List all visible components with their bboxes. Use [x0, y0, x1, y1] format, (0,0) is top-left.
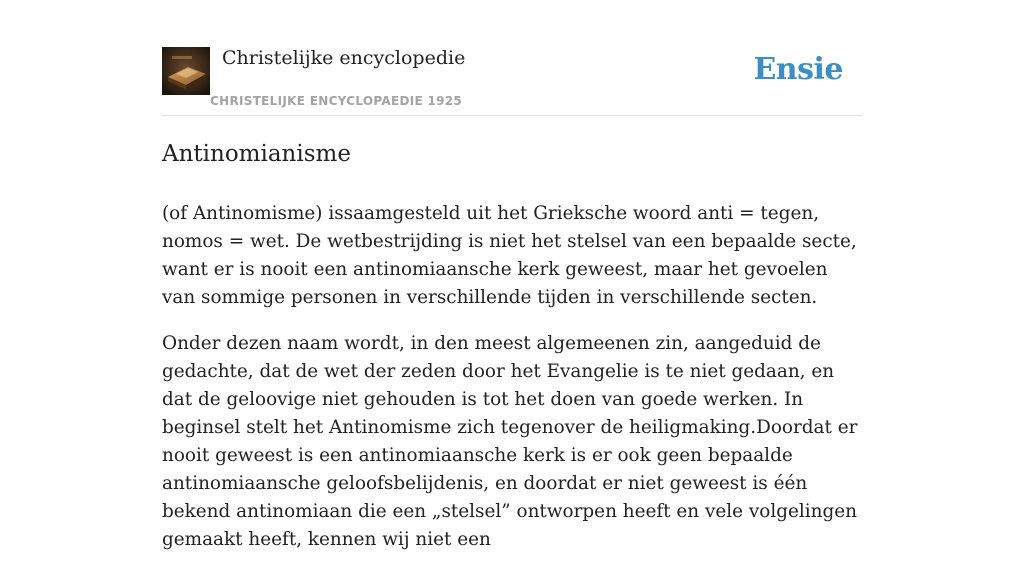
ensie-logo[interactable]: Ensie: [753, 52, 843, 87]
book-cover-icon[interactable]: [162, 47, 210, 95]
source-title[interactable]: Christelijke encyclopedie: [222, 47, 466, 69]
paragraph-1: (of Antinomisme) issaamgesteld uit het Grieksche woord anti = tegen, nomos = wet. De wetbestrijding is niet het stelsel van een bepaalde secte, want er is nooit een antinomiaansche kerk geweest, maar het gevoelen van sommige personen in verschillende tijden in verschillende secten.: [162, 203, 857, 308]
entry-title: Antinomianisme: [162, 141, 351, 167]
header: [162, 0, 862, 116]
source-subtitle[interactable]: CHRISTELIJKE ENCYCLOPAEDIE 1925: [210, 94, 463, 108]
article: [162, 134, 866, 572]
paragraph-2: Onder dezen naam wordt, in den meest algemeenen zin, aangeduid de gedachte, dat de wet der zeden door het Evangelie is te niet gedaan, en dat de geloovige niet gehouden is tot het doen van goede werken. In beginsel stelt het Antinomisme zich tegenover de heiligmaking.Doordat er nooit geweest is een antinomiaansche kerk is er ook geen bepaalde antinomiaansche geloofsbelijdenis, en doordat er niet geweest is één bekend antinomiaan die een „stelsel” ontworpen heeft en vele volgelingen gemaakt heeft, kennen wij niet een: [162, 333, 858, 550]
